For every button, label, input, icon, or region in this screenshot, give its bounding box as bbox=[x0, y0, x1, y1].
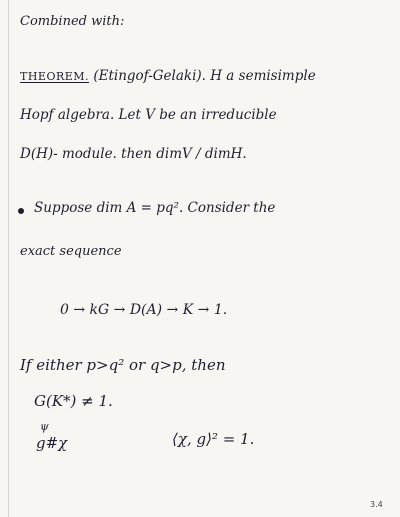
line-exact-sequence: exact sequence bbox=[20, 244, 122, 259]
exact-sequence-formula: 0 → kG → D(A) → K → 1. bbox=[60, 302, 228, 318]
pairing-formula: ⟨χ, g⟩² = 1. bbox=[172, 430, 255, 448]
theorem-line bbox=[20, 68, 316, 84]
margin-line bbox=[8, 0, 9, 517]
theorem-text: (Etingof-Gelaki). H a semisimple bbox=[89, 68, 316, 84]
page-number: 3.4 bbox=[370, 500, 383, 509]
smash-element: g#χ bbox=[36, 434, 68, 452]
line-dh-module: D(H)- module. then dimV / dimH. bbox=[20, 146, 247, 162]
bullet-icon bbox=[18, 208, 24, 214]
theorem-label: THEOREM. bbox=[20, 70, 90, 83]
psi-mark: ψ bbox=[40, 420, 49, 433]
line-combined-with: Combined with: bbox=[20, 14, 125, 29]
line-group-like: G(K*) ≠ 1. bbox=[34, 392, 113, 410]
line-if-either: If either p>q² or q>p, then bbox=[20, 356, 226, 374]
line-hopf-algebra: Hopf algebra. Let V be an irreducible bbox=[20, 107, 277, 123]
line-suppose: Suppose dim A = pq². Consider the bbox=[34, 200, 276, 216]
